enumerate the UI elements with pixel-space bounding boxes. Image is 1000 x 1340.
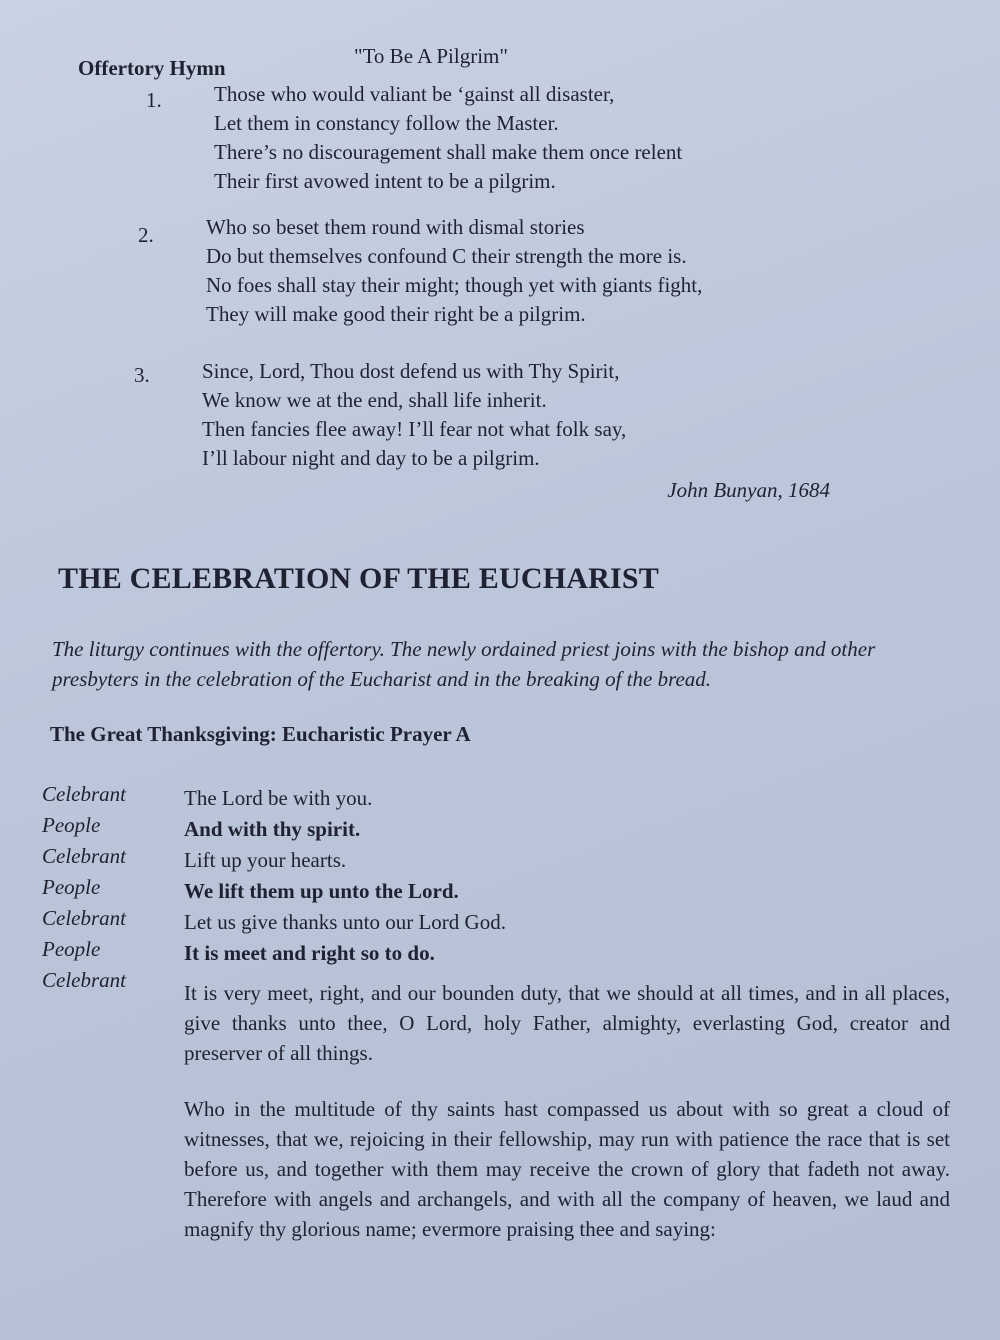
hymn-header [78,44,838,80]
dialogue-row [42,875,962,906]
verse-line: No foes shall stay their might; though yet with giants fight, [206,273,703,297]
speaker-role: Celebrant [42,782,126,806]
hymn-label: Offertory Hymn [78,56,226,80]
dialogue-row [42,937,962,968]
verse-line: Then fancies flee away! I’ll fear not what folk say, [202,417,627,441]
celebrant-paragraph-2: Who in the multitude of thy saints hast compassed us about with so great a cloud of witnesses, that we, rejoicing in their fellowship, may run with patience the race that is set before us, and together with them may receive the crown of glory that fadeth not away. Therefore with angels and archangels, and with all the company of heaven, we laud and magnify thy glorious name; evermore praising thee and saying: [184,1097,950,1241]
rubric-text: The liturgy continues with the offertory. The newly ordained priest joins with the bishop and other presbyters in the celebration of the Eucharist and in the breaking of the bread. [52,637,876,691]
verse-number: 2. [138,223,154,247]
dialogue [42,782,962,999]
prayer-title: The Great Thanksgiving: Eucharistic Prayer A [50,722,471,746]
hymn-attribution: John Bunyan, 1684 [667,478,830,502]
speaker-role: Celebrant [42,844,126,868]
dialogue-line: And with thy spirit. [184,817,361,841]
hymn-title: "To Be A Pilgrim" [354,44,508,68]
verse-line: I’ll labour night and day to be a pilgrim. [202,446,540,470]
verse-number: 1. [146,88,162,112]
dialogue-line: The Lord be with you. [184,786,373,810]
verse-number: 3. [134,363,150,387]
speaker-role: People [42,813,101,837]
dialogue-line: We lift them up unto the Lord. [184,879,459,903]
speaker-role: People [42,937,101,961]
speaker-role: Celebrant [42,968,126,992]
verse-line: Since, Lord, Thou dost defend us with Thy Spirit, [202,359,620,383]
verse-line: Those who would valiant be ‘gainst all disaster, [214,82,615,106]
speaker-role: Celebrant [42,906,126,930]
verse-line: Let them in constancy follow the Master. [214,111,559,135]
dialogue-line: Let us give thanks unto our Lord God. [184,910,506,934]
verse-line: There’s no discouragement shall make them once relent [214,140,683,164]
verse-line: We know we at the end, shall life inherit. [202,388,547,412]
celebrant-paragraph-1: It is very meet, right, and our bounden duty, that we should at all times, and in all places, give thanks unto thee, O Lord, holy Father, almighty, everlasting God, creator and preserver of all things. [184,981,950,1065]
dialogue-line: Lift up your hearts. [184,848,347,872]
dialogue-row [42,813,962,844]
verse-line: Their first avowed intent to be a pilgrim. [214,169,556,193]
section-title: THE CELEBRATION OF THE EUCHARIST [58,562,659,595]
speaker-role: People [42,875,101,899]
dialogue-row [42,844,962,875]
dialogue-row [42,782,962,813]
verse-line: They will make good their right be a pilgrim. [206,302,586,326]
dialogue-line: It is meet and right so to do. [184,941,435,965]
verse-line: Who so beset them round with dismal stories [206,215,585,239]
dialogue-row [42,906,962,937]
verse-line: Do but themselves confound C their strength the more is. [206,244,687,268]
